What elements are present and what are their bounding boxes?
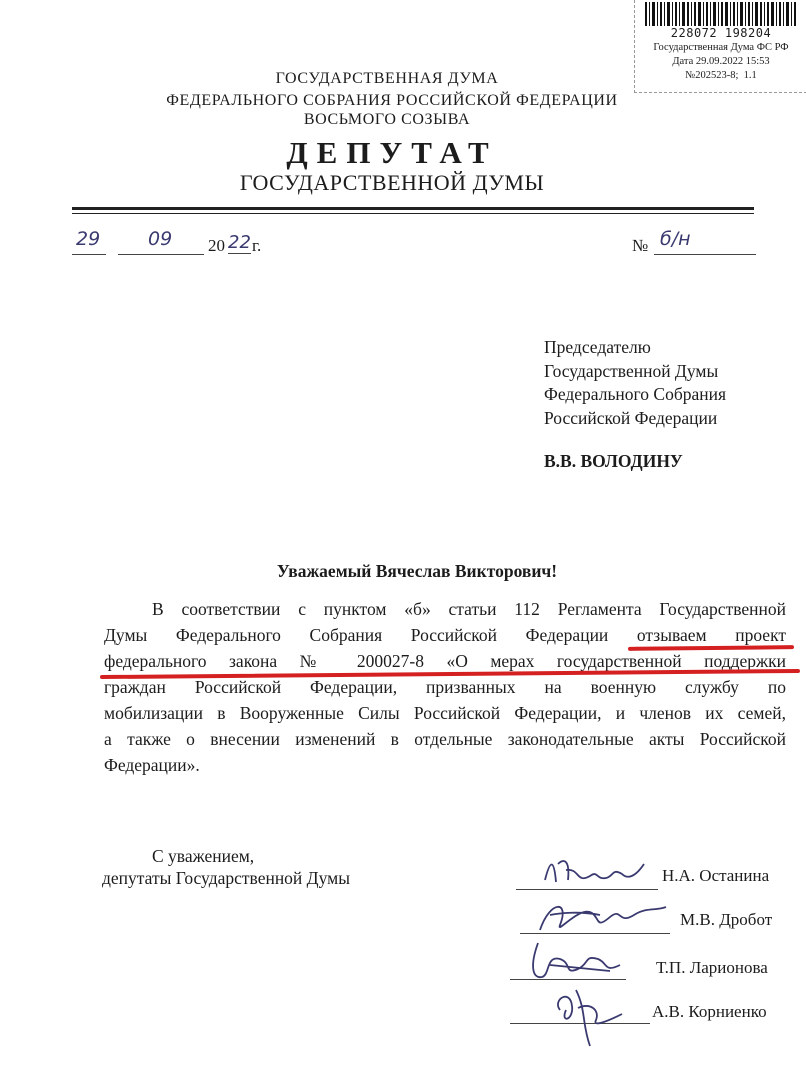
addressee-line-4: Российской Федерации: [544, 407, 718, 428]
stamp-number: №202523-8; 1.1: [685, 70, 757, 81]
signature-2: [530, 895, 670, 940]
body-line-6: а также о внесении изменений в отдельные законодательные акты Российской: [104, 729, 786, 749]
stamp-date: Дата 29.09.2022 15:53: [672, 56, 770, 67]
header-line-1: ГОСУДАРСТВЕННАЯ ДУМА: [275, 70, 499, 87]
date-month: 09: [148, 228, 173, 250]
closing-line-1: С уважением,: [152, 846, 255, 866]
barcode-number: 228072 198204: [670, 26, 772, 40]
date-day: 29: [76, 228, 101, 250]
date-day-field: [72, 228, 106, 255]
header-rule-thick: [72, 207, 754, 210]
outgoing-number: б/н: [660, 228, 691, 250]
addressee-block: [544, 336, 726, 430]
body-line-3: федерального закона № 200027-8 «О мерах государственной поддержки: [104, 651, 786, 671]
header-rule-thin: [72, 213, 754, 214]
addressee-line-1: Председателю: [544, 337, 651, 357]
date-year-prefix: 20: [208, 236, 225, 255]
barcode: [641, 2, 801, 26]
salutation: Уважаемый Вячеслав Викторович!: [276, 561, 558, 581]
header-title: ДЕПУТАТ: [286, 135, 498, 170]
signature-1: [540, 850, 650, 890]
body-line-4: граждан Российской Федерации, призванных на военную службу по: [104, 677, 786, 697]
body-line-2: Думы Федерального Собрания Российской Федерации отзываем проект: [104, 625, 786, 645]
addressee-line-3: Федерального Собрания: [544, 384, 727, 404]
header-subtitle: ГОСУДАРСТВЕННОЙ ДУМЫ: [239, 170, 545, 195]
addressee-name: В.В. ВОЛОДИНУ: [544, 451, 683, 471]
date-year-suffix: 22: [228, 232, 251, 253]
signature-3: [520, 935, 630, 985]
body-line-7: Федерации».: [104, 755, 200, 775]
header-line-3: ВОСЬМОГО СОЗЫВА: [303, 111, 471, 128]
addressee-line-2: Государственной Думы: [544, 360, 719, 381]
date-month-field: [118, 228, 204, 255]
signatory-name-1: Н.А. Останина: [662, 866, 770, 885]
header-line-2: ФЕДЕРАЛЬНОГО СОБРАНИЯ РОССИЙСКОЙ ФЕДЕРАЦИИ: [166, 92, 618, 109]
closing-line-2: депутаты Государственной Думы: [102, 868, 350, 888]
signature-4: [530, 980, 640, 1050]
date-year-mark: г.: [252, 236, 262, 255]
outgoing-number-field: [654, 228, 756, 255]
signatory-name-2: М.В. Дробот: [680, 910, 773, 929]
body-line-1: В соответствии с пунктом «б» статьи 112 Регламента Государственной: [152, 599, 786, 619]
stamp-org: Государственная Дума ФС РФ: [653, 42, 789, 53]
signatory-name-4: А.В. Корниенко: [652, 1002, 767, 1021]
outgoing-number-label: №: [632, 236, 649, 255]
signatory-name-3: Т.П. Ларионова: [656, 958, 768, 977]
body-line-5: мобилизации в Вооруженные Силы Российской Федерации, и членов их семей,: [104, 703, 786, 723]
